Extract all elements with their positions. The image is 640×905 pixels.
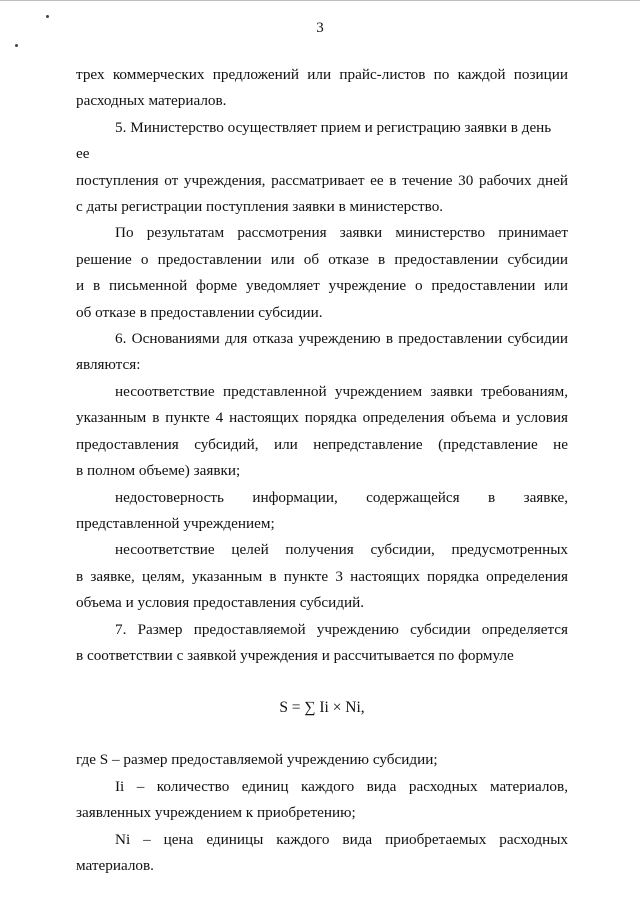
page-number: 3 — [316, 20, 324, 36]
text-line: 5. Министерство осуществляет прием и регистрацию заявки в день ее — [76, 118, 552, 163]
text-line: Ni – цена единицы каждого вида приобретаемых расходных — [115, 830, 568, 848]
scan-artifact — [0, 0, 640, 1]
text-line: об отказе в предоставлении субсидии. — [76, 303, 323, 321]
document-body — [76, 62, 568, 879]
text-line: являются: — [76, 356, 141, 374]
text-line: 6. Основаниями для отказа учреждению в предоставлении субсидии — [115, 330, 568, 348]
text-line: недостоверность информации, содержащейся в заявке, — [115, 488, 568, 506]
text-line: несоответствие целей получения субсидии, предусмотренных — [115, 541, 568, 559]
text-line: предоставления субсидий, или непредставление (представление не — [76, 435, 568, 453]
text-line: в соответствии с заявкой учреждения и рассчитывается по формуле — [76, 646, 514, 664]
text-line: в полном объеме) заявки; — [76, 462, 241, 480]
text-line: 7. Размер предоставляемой учреждению субсидии определяется — [115, 620, 568, 638]
text-line: трех коммерческих предложений или прайс-листов по каждой позиции — [76, 66, 568, 83]
scan-artifact — [46, 15, 49, 18]
text-line: поступления от учреждения, рассматривает ее в течение 30 рабочих дней — [76, 171, 568, 189]
text-line: где S – размер предоставляемой учреждению субсидии; — [76, 751, 438, 769]
text-line: и в письменной форме уведомляет учреждение о предоставлении или — [76, 277, 568, 295]
text-line: материалов. — [76, 856, 154, 874]
text-line: Ii – количество единиц каждого вида расходных материалов, — [115, 777, 568, 795]
text-line: представленной учреждением; — [76, 514, 275, 532]
text-line: в заявке, целям, указанным в пункте 3 настоящих порядка определения — [76, 567, 568, 585]
formula: S = ∑ Ii × Ni, — [279, 699, 365, 717]
text-line: заявленных учреждением к приобретению; — [76, 804, 356, 822]
scan-artifact — [15, 44, 18, 47]
text-line: По результатам рассмотрения заявки министерство принимает — [115, 224, 568, 242]
text-line: расходных материалов. — [76, 92, 227, 110]
text-line: указанным в пункте 4 настоящих порядка определения объема и условия — [76, 409, 568, 427]
text-line: несоответствие представленной учреждением заявки требованиям, — [115, 382, 568, 400]
text-line: решение о предоставлении или об отказе в предоставлении субсидии — [76, 250, 568, 268]
text-line: объема и условия предоставления субсидий. — [76, 594, 364, 612]
text-line: с даты регистрации поступления заявки в министерство. — [76, 198, 444, 216]
